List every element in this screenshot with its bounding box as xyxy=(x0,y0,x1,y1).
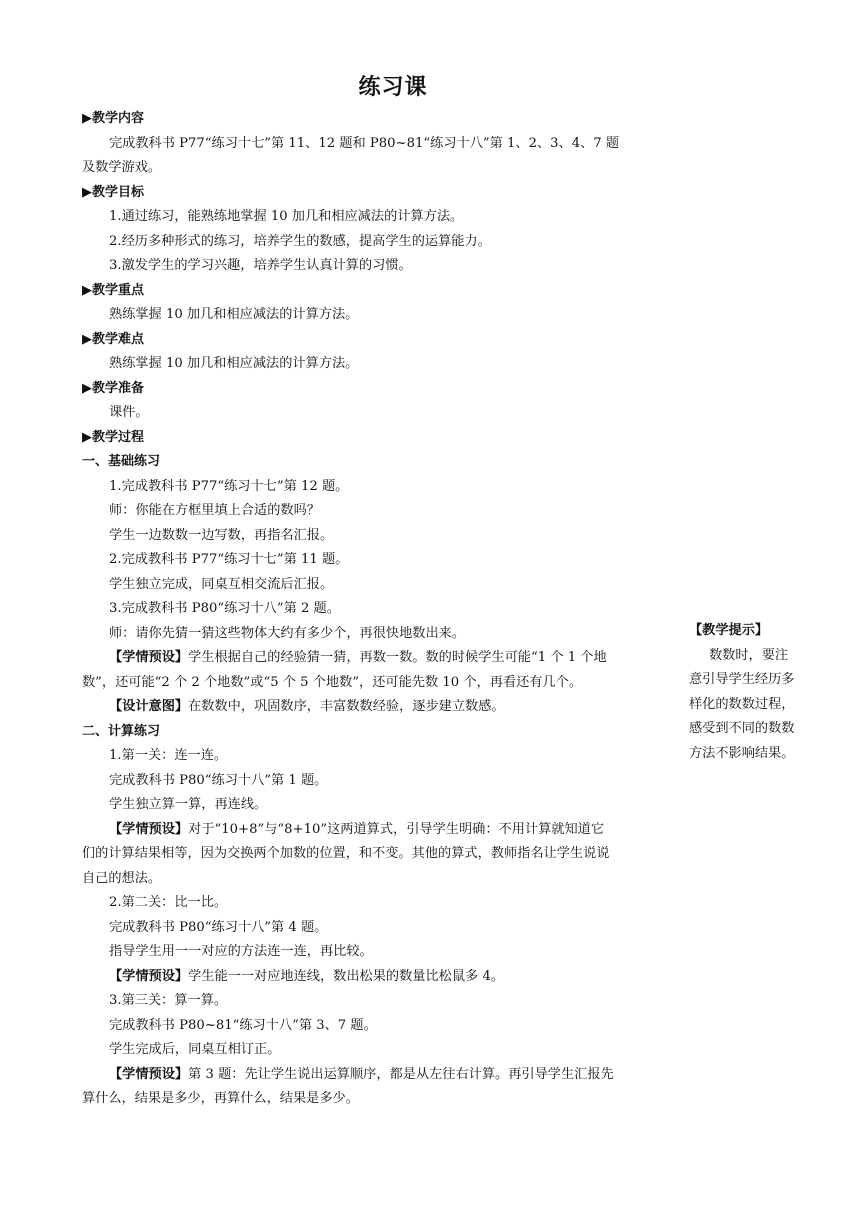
tip-line xyxy=(689,619,819,644)
text-span: 熟练掌握 10 加几和相应减法的计算方法。 xyxy=(109,356,359,371)
body-line xyxy=(82,671,658,696)
tip-line xyxy=(689,717,819,742)
body-line xyxy=(82,352,658,377)
text-span: 熟练掌握 10 加几和相应减法的计算方法。 xyxy=(109,307,359,322)
text-span: 学生能一一对应地连线，数出松果的数量比松鼠多 4。 xyxy=(188,968,505,984)
body-line xyxy=(82,524,658,549)
bold-label: 【设计意图】 xyxy=(109,699,189,714)
text-span: 指导学生用一一对应的方法连一连，再比较。 xyxy=(109,944,373,959)
page-title: 练习课 xyxy=(358,75,428,100)
body-line xyxy=(82,842,658,867)
text-span: 对于“10+8”与“8+10”这两道算式，引导学生明确：不用计算就知道它 xyxy=(188,821,605,837)
body-line xyxy=(82,793,658,818)
text-span: 2.经历多种形式的练习，培养学生的数感，提高学生的运算能力。 xyxy=(109,233,491,249)
text-span: ▶教学准备 xyxy=(82,380,144,396)
text-span: 算什么，结果是多少，再算什么，结果是多少。 xyxy=(82,1091,359,1106)
text-span: 及数学游戏。 xyxy=(82,160,162,175)
body-line xyxy=(82,303,658,328)
body-line xyxy=(82,695,658,720)
body-line xyxy=(82,622,658,647)
bold-label: 【学情预设】 xyxy=(109,1066,189,1082)
text-span: 1.通过练习，能熟练地掌握 10 加几和相应减法的计算方法。 xyxy=(109,209,464,224)
text-span: 3.第三关：算一算。 xyxy=(109,993,228,1008)
body-line xyxy=(82,940,658,965)
body-line xyxy=(82,548,658,573)
body-line xyxy=(82,1038,658,1063)
text-span: 方法不影响结果。 xyxy=(689,745,795,761)
tip-line xyxy=(689,668,819,693)
text-span: 师：你能在方框里填上合适的数吗？ xyxy=(109,503,320,518)
body-line xyxy=(82,205,658,230)
text-span: 在数数中，巩固数序，丰富数数经验，逐步建立数感。 xyxy=(188,699,505,714)
body-line xyxy=(82,769,658,794)
text-span: 学生独立算一算，再连线。 xyxy=(109,797,268,812)
body-heading xyxy=(82,328,658,353)
text-span: 样化的数数过程， xyxy=(689,696,795,712)
body-line xyxy=(82,646,658,671)
text-span: 学生一边数数一边写数，再指名汇报。 xyxy=(109,527,334,543)
body-line xyxy=(82,597,658,622)
text-span: 完成教科书 P80“练习十八”第 1 题。 xyxy=(109,772,328,788)
text-span: 一、基础练习 xyxy=(82,454,161,469)
body-line xyxy=(82,989,658,1014)
text-span: 学生完成后，同桌互相订正。 xyxy=(109,1042,281,1057)
body-line xyxy=(82,1014,658,1039)
text-span: 学生根据自己的经验猜一猜，再数一数。数的时候学生可能“1 个 1 个地 xyxy=(188,650,607,665)
text-span: ▶教学过程 xyxy=(82,429,144,445)
text-span: 1.第一关：连一连。 xyxy=(109,748,228,763)
text-span: 2.完成教科书 P77“练习十七”第 11 题。 xyxy=(109,552,349,567)
body-line xyxy=(82,744,658,769)
text-span: ▶教学内容 xyxy=(82,111,144,126)
body-heading xyxy=(82,279,658,304)
body-line xyxy=(82,254,658,279)
text-span: 第 3 题：先让学生说出运算顺序，都是从左往右计算。再引导学生汇报先 xyxy=(188,1066,614,1082)
text-span: 二、计算练习 xyxy=(82,723,161,739)
text-span: 感受到不同的数数 xyxy=(689,721,795,736)
body-line xyxy=(82,230,658,255)
text-span: ▶教学目标 xyxy=(82,184,144,200)
body-heading xyxy=(82,107,658,132)
body-line xyxy=(82,475,658,500)
text-span: 2.第二关：比一比。 xyxy=(109,895,228,910)
body-heading xyxy=(82,181,658,206)
lesson-body xyxy=(82,107,658,1112)
text-span: 1.完成教科书 P77“练习十七”第 12 题。 xyxy=(109,478,349,494)
text-span: 自己的想法。 xyxy=(82,870,162,886)
text-span: 课件。 xyxy=(109,405,149,420)
body-line xyxy=(82,891,658,916)
body-line xyxy=(82,818,658,843)
text-span: 3.完成教科书 P80“练习十八”第 2 题。 xyxy=(109,601,340,616)
tip-line xyxy=(689,742,819,767)
text-span: 完成教科书 P77“练习十七”第 11、12 题和 P80~81“练习十八”第 1、2、3、4、7 题 xyxy=(109,135,620,151)
tip-line xyxy=(689,693,819,718)
body-heading xyxy=(82,377,658,402)
text-span: 学生独立完成，同桌互相交流后汇报。 xyxy=(109,576,334,592)
bold-label: 【学情预设】 xyxy=(109,968,189,984)
text-span: 【教学提示】 xyxy=(689,623,769,638)
text-span: 完成教科书 P80“练习十八”第 4 题。 xyxy=(109,919,328,935)
body-line xyxy=(82,132,658,157)
text-span: 们的计算结果相等，因为交换两个加数的位置，和不变。其他的算式，教师指名让学生说说 xyxy=(82,846,610,861)
body-heading xyxy=(82,720,658,745)
body-line xyxy=(82,156,658,181)
text-span: 3.激发学生的学习兴趣，培养学生认真计算的习惯。 xyxy=(109,258,412,273)
text-span: 数数时，要注 xyxy=(709,647,789,663)
bold-label: 【学情预设】 xyxy=(109,821,189,837)
text-span: ▶教学重点 xyxy=(82,282,144,298)
body-line xyxy=(82,573,658,598)
body-line xyxy=(82,867,658,892)
body-line xyxy=(82,965,658,990)
text-span: ▶教学难点 xyxy=(82,331,144,347)
body-line xyxy=(82,916,658,941)
text-span: 意引导学生经历多 xyxy=(689,672,795,687)
body-heading xyxy=(82,426,658,451)
bold-label: 【学情预设】 xyxy=(109,650,189,665)
body-heading xyxy=(82,450,658,475)
body-line xyxy=(82,1063,658,1088)
text-span: 数”，还可能“2 个 2 个地数”或“5 个 5 个地数”，还可能先数 10 个，再看还有几个。 xyxy=(82,674,583,690)
text-span: 完成教科书 P80~81“练习十八”第 3、7 题。 xyxy=(109,1017,377,1033)
teaching-tip-sidebar xyxy=(689,619,819,766)
body-line xyxy=(82,1087,658,1112)
text-span: 师：请你先猜一猜这些物体大约有多少个，再很快地数出来。 xyxy=(109,625,466,641)
tip-line xyxy=(689,644,819,669)
body-line xyxy=(82,499,658,524)
body-line xyxy=(82,401,658,426)
